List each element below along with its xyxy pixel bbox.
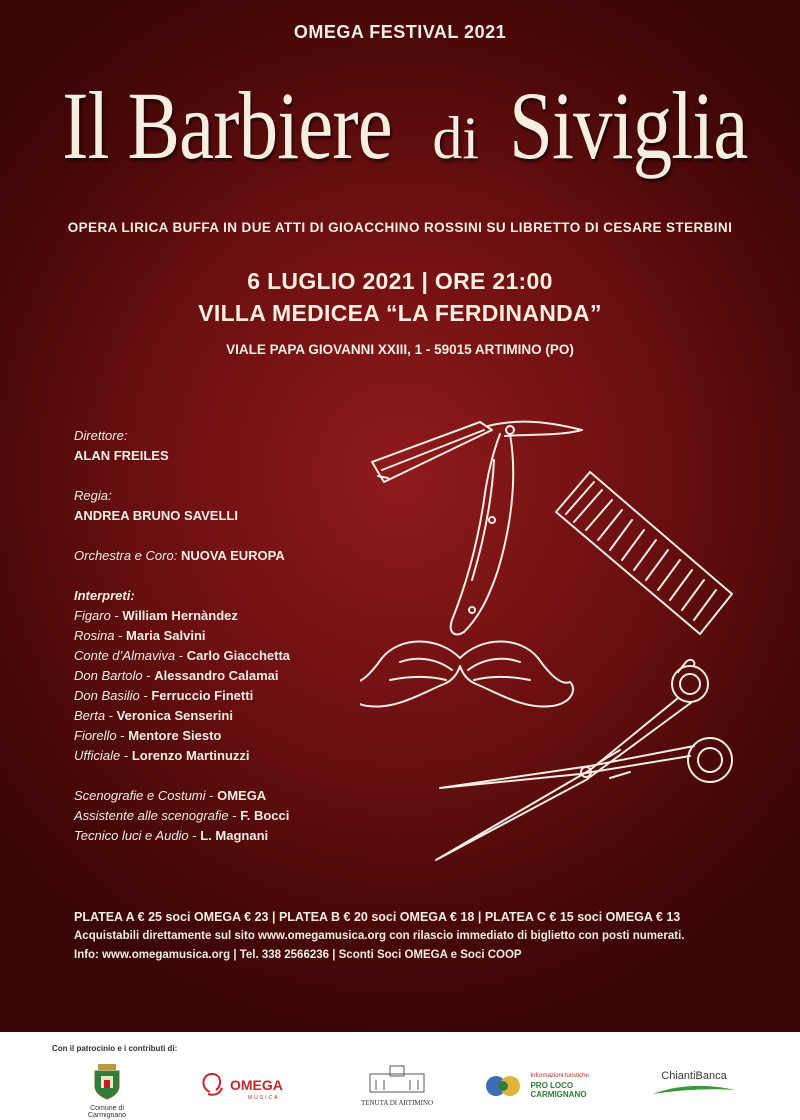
credits: [74, 426, 374, 846]
credit-name: Lorenzo Martinuzzi: [131, 748, 250, 763]
credit-role: Rosina: [74, 628, 115, 643]
credit-separator: -: [110, 608, 123, 623]
credit-role: Ufficiale: [74, 748, 121, 763]
direttore-name: ALAN FREILES: [74, 448, 169, 463]
credit-row: [74, 666, 374, 686]
title-part2: di: [432, 105, 480, 171]
credit-row: [74, 686, 374, 706]
credit-name: Ferruccio Finetti: [151, 688, 254, 703]
credit-name: Alessandro Calamai: [154, 668, 279, 683]
credit-separator: -: [175, 648, 187, 663]
interpreti-label: Interpreti:: [74, 588, 135, 603]
festival-name: OMEGA FESTIVAL 2021: [293, 22, 507, 42]
ticket-info: [74, 908, 774, 965]
credit-row: [74, 726, 374, 746]
credit-role: Figaro: [74, 608, 111, 623]
logo-chiantibanca: [644, 1070, 744, 1101]
mustache-icon: [360, 642, 573, 707]
credit-name: L. Magnani: [200, 828, 269, 843]
credit-name: Mentore Siesto: [128, 728, 222, 743]
comb-icon: [556, 472, 732, 634]
address: VIALE PAPA GIOVANNI XXIII, 1 - 59015 ARTIMINO (PO): [226, 342, 574, 357]
credit-row: [74, 646, 374, 666]
omega-logo-sub: MUSICA: [248, 1095, 280, 1101]
credit-separator: -: [228, 808, 241, 823]
credit-separator: -: [142, 668, 155, 683]
razor-icon: [372, 422, 582, 635]
patrocinio-label: Con il patrocinio e i contributi di:: [52, 1044, 178, 1053]
logo-comune-caption: Comune di Carmignano: [87, 1105, 127, 1119]
credit-name: OMEGA: [217, 788, 267, 803]
credit-role: Assistente alle scenografie: [74, 808, 229, 823]
title-part3: Siviglia: [509, 72, 748, 179]
credit-separator: -: [139, 688, 152, 703]
pro-loco-top: Informazioni turistiche: [530, 1073, 589, 1079]
date-time: 6 LUGLIO 2021 | ORE 21:00: [247, 268, 553, 294]
cast-list: [74, 606, 374, 766]
orchestra-label: Orchestra e Coro:: [74, 548, 178, 563]
ticket-purchase: Acquistabili direttamente sul sito www.omegamusica.org con rilascio immediato di biglietto con posti numerati.: [74, 930, 685, 942]
venue: VILLA MEDICEA “LA FERDINANDA”: [198, 300, 602, 326]
coat-of-arms-icon: [92, 1062, 122, 1100]
credit-name: Carlo Giacchetta: [186, 648, 291, 663]
credit-role: Fiorello: [74, 728, 117, 743]
credit-row: [74, 606, 374, 626]
credit-row: [74, 786, 374, 806]
pro-loco-name: PRO LOCO CARMIGNANO: [530, 1081, 587, 1099]
credit-row: [74, 826, 374, 846]
logo-omega: [196, 1068, 296, 1107]
credit-role: Scenografie e Costumi: [74, 788, 206, 803]
orchestra-name: NUOVA EUROPA: [180, 548, 285, 563]
direttore-label: Direttore:: [74, 428, 128, 443]
credit-separator: -: [116, 728, 129, 743]
credit-separator: -: [188, 828, 201, 843]
regia-name: ANDREA BRUNO SAVELLI: [74, 508, 238, 523]
scissors-icon: [436, 660, 732, 860]
regia-label: Regia:: [74, 488, 112, 503]
credit-row: [74, 706, 374, 726]
credit-row: [74, 746, 374, 766]
omega-logo-text: OMEGA: [230, 1077, 283, 1093]
credit-name: William Hernàndez: [122, 608, 238, 623]
tenuta-caption: TENUTA DI ARTIMINO: [360, 1099, 434, 1107]
logo-pro-loco: [486, 1072, 616, 1099]
credit-separator: -: [114, 628, 127, 643]
credit-separator: -: [120, 748, 132, 763]
opera-subtitle: OPERA LIRICA BUFFA IN DUE ATTI DI GIOACCHINO ROSSINI SU LIBRETTO DI CESARE STERBINI: [67, 220, 733, 235]
ticket-prices: PLATEA A € 25 soci OMEGA € 23 | PLATEA B € 20 soci OMEGA € 18 | PLATEA C € 15 soci OMEGA € 13: [74, 910, 681, 924]
credit-separator: -: [205, 788, 218, 803]
credit-name: Veronica Senserini: [116, 708, 233, 723]
credit-separator: -: [105, 708, 117, 723]
credit-role: Don Basilio: [74, 688, 140, 703]
sponsor-footer: [0, 1032, 800, 1120]
credit-name: F. Bocci: [240, 808, 290, 823]
chiantibanca-text: ChiantiBanca: [661, 1070, 727, 1082]
credit-role: Conte d’Almaviva: [74, 648, 176, 663]
logo-tenuta-artimino: [352, 1064, 442, 1107]
credit-role: Tecnico luci e Audio: [74, 828, 189, 843]
credit-role: Berta: [74, 708, 106, 723]
staff-list: [74, 786, 374, 846]
title-part1: Il Barbiere: [62, 72, 393, 179]
credit-row: [74, 806, 374, 826]
credit-role: Don Bartolo: [74, 668, 143, 683]
logo-comune-carmignano: [72, 1062, 142, 1119]
credit-name: Maria Salvini: [126, 628, 206, 643]
opera-title: [0, 72, 800, 179]
ticket-info-contacts: Info: www.omegamusica.org | Tel. 338 2566236 | Sconti Soci OMEGA e Soci COOP: [74, 949, 522, 961]
credit-row: [74, 626, 374, 646]
barber-tools-illustration: [360, 400, 750, 880]
